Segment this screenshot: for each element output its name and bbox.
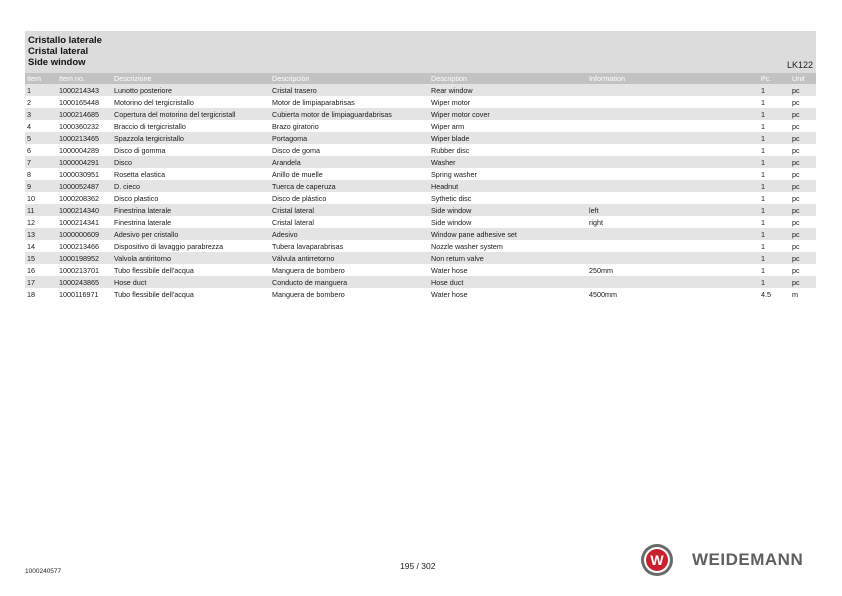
table-cell: 1000000609	[57, 228, 112, 240]
table-cell: 9	[25, 180, 57, 192]
table-row	[25, 96, 816, 108]
table-cell: Válvula antirretorno	[270, 252, 429, 264]
table-cell: pc	[790, 252, 816, 264]
table-row	[25, 228, 816, 240]
table-cell	[587, 96, 759, 108]
table-cell: Spring washer	[431, 169, 477, 179]
document-header	[25, 31, 816, 73]
table-cell: 1000116971	[59, 289, 99, 299]
column-header: Unit	[790, 73, 816, 84]
table-cell	[587, 156, 759, 168]
table-cell: Cubierta motor de limpiaguardabrisas	[270, 108, 429, 120]
table-cell: 1000214340	[57, 204, 112, 216]
table-body	[25, 84, 816, 300]
table-cell: 11	[25, 204, 57, 216]
table-cell: pc	[792, 169, 800, 179]
title-english: Side window	[28, 57, 86, 68]
table-cell: D. cieco	[112, 180, 270, 192]
table-cell: pc	[790, 108, 816, 120]
table-cell: pc	[792, 145, 800, 155]
table-cell: Wiper arm	[431, 121, 465, 131]
table-cell: 1000213465	[57, 132, 112, 144]
table-cell: Wiper blade	[429, 132, 587, 144]
table-cell: Rosetta elastica	[114, 169, 166, 179]
table-cell	[587, 276, 759, 288]
document-number: 1000240577	[25, 568, 62, 575]
table-cell: Tubera lavaparabrisas	[272, 241, 344, 251]
table-cell: pc	[792, 121, 800, 131]
table-cell: 1	[761, 169, 765, 179]
table-cell: Hose duct	[429, 276, 587, 288]
table-row	[25, 204, 816, 216]
table-cell: 6	[27, 145, 31, 155]
table-cell: Disco de plástico	[272, 193, 327, 203]
table-cell: Lunotto posteriore	[112, 84, 270, 96]
table-cell: Headnut	[429, 180, 587, 192]
table-cell: 10	[27, 193, 35, 203]
table-cell: Manguera de bombero	[272, 265, 345, 275]
table-cell: 1	[759, 204, 790, 216]
table-cell: 1	[761, 193, 765, 203]
table-cell: 14	[27, 241, 35, 251]
table-cell: Tubo flessibile dell'acqua	[114, 289, 194, 299]
table-cell: Conducto de manguera	[270, 276, 429, 288]
table-cell: Window pane adhesive set	[429, 228, 587, 240]
table-cell: pc	[792, 193, 800, 203]
table-cell	[587, 132, 759, 144]
table-cell: Hose duct	[112, 276, 270, 288]
table-cell: Nozzle washer system	[431, 241, 503, 251]
table-cell: 1000052487	[57, 180, 112, 192]
table-cell: Cristal lateral	[272, 217, 314, 227]
table-row	[25, 84, 816, 96]
table-cell: Sythetic disc	[431, 193, 472, 203]
table-cell: Water hose	[431, 265, 468, 275]
table-cell: pc	[792, 241, 800, 251]
table-cell: pc	[792, 217, 800, 227]
parts-table	[25, 73, 816, 300]
table-cell: pc	[790, 228, 816, 240]
table-cell: Brazo giratorio	[272, 121, 319, 131]
table-cell: Arandela	[270, 156, 429, 168]
column-header: Pc.	[759, 73, 790, 84]
table-cell: 1000030951	[59, 169, 99, 179]
table-cell: Motorino del tergicristallo	[114, 97, 194, 107]
table-cell: 1000198952	[57, 252, 112, 264]
table-cell	[587, 252, 759, 264]
table-cell: pc	[790, 156, 816, 168]
table-cell: 1000214343	[57, 84, 112, 96]
table-cell: 5	[25, 132, 57, 144]
table-cell: 1	[761, 121, 765, 131]
table-cell: 1000208362	[59, 193, 99, 203]
table-cell: pc	[792, 97, 800, 107]
table-row	[25, 132, 816, 144]
table-cell	[587, 108, 759, 120]
table-cell: 1000004291	[57, 156, 112, 168]
table-cell: 17	[25, 276, 57, 288]
table-cell: Rear window	[429, 84, 587, 96]
table-cell: Spazzola tergicristallo	[112, 132, 270, 144]
table-cell: 2	[27, 97, 31, 107]
table-cell: 3	[25, 108, 57, 120]
table-cell: pc	[790, 276, 816, 288]
table-cell: Motor de limpiaparabrisas	[272, 97, 355, 107]
title-italian: Cristallo laterale	[28, 35, 102, 46]
table-cell: 4500mm	[589, 289, 617, 299]
table-cell: Adesivo	[270, 228, 429, 240]
table-cell: Side window	[431, 217, 472, 227]
table-cell: 1000004289	[59, 145, 99, 155]
table-cell: Adesivo per cristallo	[112, 228, 270, 240]
table-cell: 1	[761, 97, 765, 107]
logo-letter: W	[650, 552, 664, 568]
table-cell: 1	[759, 276, 790, 288]
table-cell: pc	[790, 84, 816, 96]
table-cell: 1000165448	[59, 97, 99, 107]
table-cell: 4.5	[761, 289, 771, 299]
table-cell: Finestrina laterale	[112, 204, 270, 216]
table-cell: Valvola antiritorno	[112, 252, 270, 264]
table-cell: 4	[27, 121, 31, 131]
table-cell: 1000214341	[59, 217, 99, 227]
brand-name: WEIDEMANN	[692, 550, 804, 569]
table-cell: Wiper motor	[431, 97, 471, 107]
table-row	[25, 120, 816, 132]
table-cell: Disco	[112, 156, 270, 168]
table-cell: Tuerca de caperuza	[270, 180, 429, 192]
table-cell: 250mm	[589, 265, 613, 275]
table-cell: right	[589, 217, 603, 227]
table-cell	[587, 144, 759, 156]
table-cell: 1000243865	[57, 276, 112, 288]
table-cell: 1000213701	[59, 265, 99, 275]
table-cell: Washer	[429, 156, 587, 168]
table-cell: 1	[761, 265, 765, 275]
table-cell: 1	[759, 228, 790, 240]
table-cell: Anillo de muelle	[272, 169, 323, 179]
table-row	[25, 288, 816, 300]
page-number: 195 / 302	[400, 561, 436, 571]
table-cell: 15	[25, 252, 57, 264]
table-cell: 1	[761, 217, 765, 227]
table-cell: Copertura del motorino del tergicristall	[112, 108, 270, 120]
table-row	[25, 276, 816, 288]
table-cell: pc	[790, 204, 816, 216]
table-cell: Cristal lateral	[270, 204, 429, 216]
table-cell: Manguera de bombero	[272, 289, 345, 299]
table-cell	[587, 84, 759, 96]
table-row	[25, 180, 816, 192]
table-row	[25, 192, 816, 204]
table-cell: 1000360232	[59, 121, 99, 131]
table-cell: 1	[761, 145, 765, 155]
table-cell: 12	[27, 217, 35, 227]
table-cell: Water hose	[431, 289, 468, 299]
table-cell: 1000214685	[57, 108, 112, 120]
table-cell	[587, 240, 759, 252]
table-row	[25, 252, 816, 264]
table-cell: pc	[790, 132, 816, 144]
table-cell: 1	[761, 241, 765, 251]
table-row	[25, 168, 816, 180]
table-cell: m	[792, 289, 798, 299]
column-header: Descripción	[270, 73, 429, 84]
table-row	[25, 216, 816, 228]
column-header: Item	[25, 73, 57, 84]
column-header: Information	[587, 73, 759, 84]
table-cell: pc	[790, 180, 816, 192]
table-cell: Cristal trasero	[270, 84, 429, 96]
table-cell: Disco plastico	[114, 193, 159, 203]
table-cell	[587, 192, 759, 204]
table-cell: 1	[25, 84, 57, 96]
table-cell: 18	[27, 289, 35, 299]
column-header: Item no.	[57, 73, 112, 84]
table-row	[25, 264, 816, 276]
table-row	[25, 108, 816, 120]
table-cell: Braccio di tergicristallo	[114, 121, 186, 131]
table-cell: 1	[759, 180, 790, 192]
table-cell: Side window	[429, 204, 587, 216]
table-cell	[587, 180, 759, 192]
table-cell: left	[587, 204, 759, 216]
table-cell: Dispositivo di lavaggio parabrezza	[114, 241, 224, 251]
table-cell: Non return valve	[429, 252, 587, 264]
table-cell: pc	[792, 265, 800, 275]
table-row	[25, 240, 816, 252]
table-cell	[587, 120, 759, 132]
table-cell: 1	[759, 132, 790, 144]
table-cell: 1	[759, 252, 790, 264]
table-row	[25, 156, 816, 168]
table-cell	[587, 228, 759, 240]
table-cell: 1	[759, 84, 790, 96]
column-header: Descrizione	[112, 73, 270, 84]
table-cell: 8	[27, 169, 31, 179]
section-code: LK122	[786, 60, 813, 70]
table-cell: Disco di gomma	[114, 145, 166, 155]
table-cell: 1	[759, 156, 790, 168]
table-cell: 13	[25, 228, 57, 240]
table-cell: 16	[27, 265, 35, 275]
table-cell: Wiper motor cover	[429, 108, 587, 120]
table-cell: Disco de goma	[272, 145, 320, 155]
table-cell: 7	[25, 156, 57, 168]
table-cell	[587, 168, 759, 180]
column-header: Description	[429, 73, 587, 84]
table-header-row	[25, 73, 816, 84]
weidemann-logo-icon	[640, 543, 674, 577]
table-cell: Portagoma	[270, 132, 429, 144]
table-cell: 1	[759, 108, 790, 120]
table-cell: Finestrina laterale	[114, 217, 172, 227]
table-cell: Tubo flessibile dell'acqua	[114, 265, 194, 275]
table-row	[25, 144, 816, 156]
title-spanish: Cristal lateral	[28, 46, 89, 57]
table-cell: 1000213466	[59, 241, 99, 251]
table-cell: Rubber disc	[431, 145, 470, 155]
